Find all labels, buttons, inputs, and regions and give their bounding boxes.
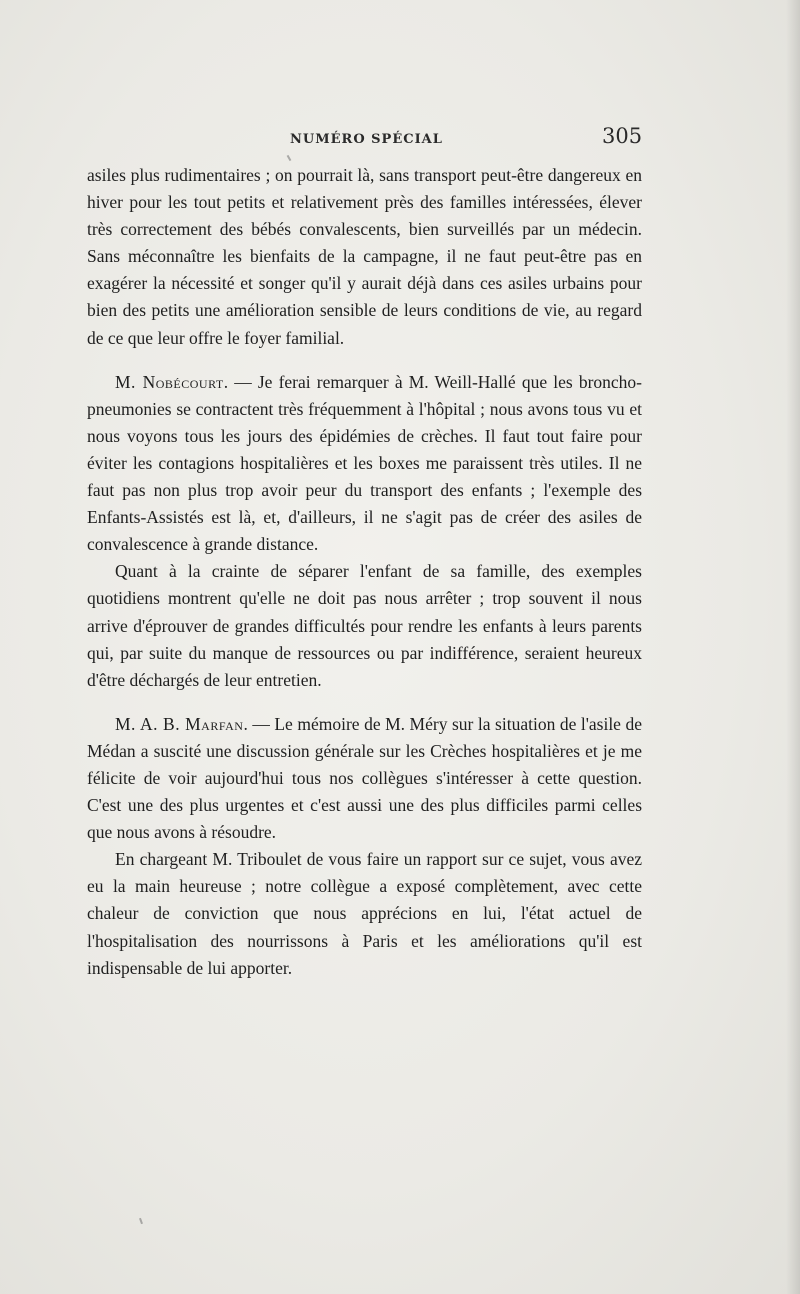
paragraph-triboulet: En chargeant M. Triboulet de vous faire un rapport sur ce sujet, vous avez eu la main heureuse ; notre collègue a exposé complètement, avec cette chaleur de conviction que nous apprécions en lui, l'état actuel de l'hospitalisation des nourrissons à Paris et les améliorations qu'il est indispensable de lui apporter. bbox=[87, 849, 642, 978]
body-text bbox=[87, 162, 642, 982]
scan-speck bbox=[139, 1218, 143, 1224]
page-header bbox=[0, 124, 800, 154]
speaker-prefix: M. A. B. bbox=[115, 713, 186, 734]
scan-speck bbox=[287, 155, 292, 161]
speaker-prefix: M. bbox=[115, 371, 143, 392]
paragraph-gap bbox=[87, 352, 642, 369]
paragraph-marfan bbox=[87, 711, 642, 846]
paragraph-continuation: asiles plus rudimentaires ; on pourrait là, sans transport peut-être dangereux en hiver pour les tout petits et relativement près des familles intéressées, élever très correctement des bébés convalescents, bien surveillés par un médecin. Sans méconnaître les bienfaits de la campagne, il ne faut peut-être pas en exagérer la nécessité et songer qu'il y aurait déjà dans ces asiles urbains pour bien des petits une amélioration sensible de leurs conditions de vie, au regard de ce que leur offre le foyer familial. bbox=[87, 165, 642, 348]
paragraph-text: . — Je ferai remarquer à M. Weill-Hallé que les broncho-pneumonies se contractent très fréquemment à l'hôpital ; nous avons tous vu et nous voyons tous les jours des épidémies de crèches. Il faut tout faire pour éviter les contagions hospitalières et les boxes me paraissent très utiles. Il ne faut pas non plus trop avoir peur du transport des enfants ; l'exemple des Enfants-Assistés est là, et, d'ailleurs, il ne s'agit pas de créer des asiles de convalescence à grande distance. bbox=[87, 371, 642, 555]
speaker-name: Nobécourt bbox=[142, 371, 224, 392]
page-edge-shadow bbox=[786, 0, 800, 1294]
page-number: 305 bbox=[602, 124, 643, 148]
speaker-name: Marfan bbox=[185, 713, 244, 734]
paragraph-nobecourt bbox=[87, 369, 642, 559]
paragraph-crainte: Quant à la crainte de séparer l'enfant de sa famille, des exemples quotidiens montrent qu'elle ne doit pas nous arrêter ; trop souvent il nous arrive d'éprouver de grandes difficultés pour rendre les enfants à leurs parents qui, par suite du manque de ressources ou par indifférence, seraient heureux d'être déchargés de leur entretien. bbox=[87, 561, 642, 690]
running-head: NUMÉRO SPÉCIAL bbox=[290, 132, 443, 147]
paragraph-text: . — Le mémoire de M. Méry sur la situation de l'asile de Médan a suscité une discussion générale sur les Crèches hospitalières et je me félicite de voir aujourd'hui tous nos collègues s'intéresser à cette question. C'est une des plus urgentes et c'est aussi une des plus difficiles parmi celles que nous avons à résoudre. bbox=[87, 713, 642, 843]
paragraph-gap bbox=[87, 694, 642, 711]
